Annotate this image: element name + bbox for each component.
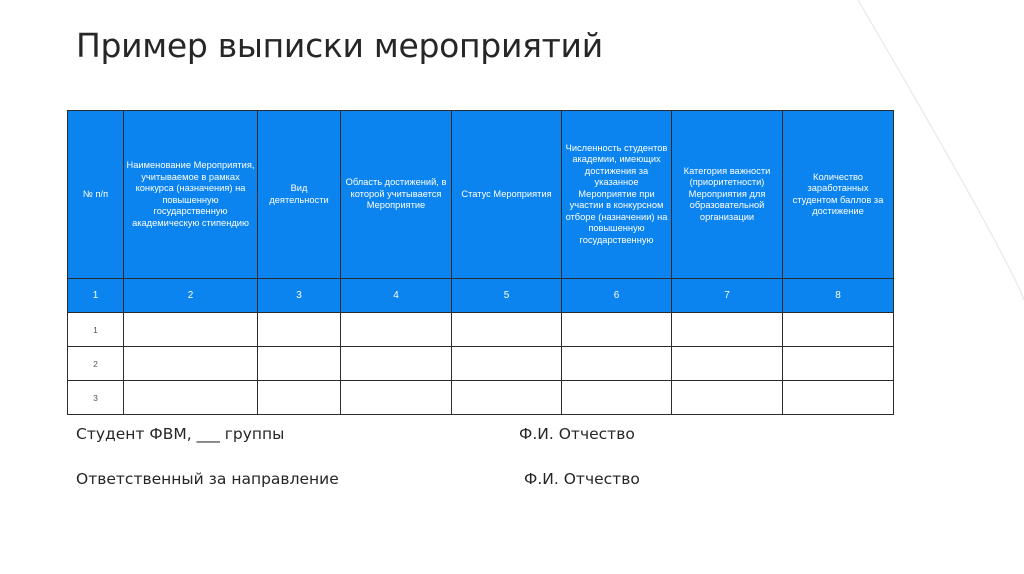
header-cell-importance-category: Категория важности (приоритетности) Мероприятия для образовательной организации [672,111,783,279]
header-cell-event-name: Наименование Мероприятия, учитываемое в рамках конкурса (назначения) на повышенную государственную академическую стипендию [124,111,258,279]
table-cell[interactable] [124,313,258,347]
table-cell[interactable] [452,347,562,381]
column-number-cell: 2 [124,279,258,313]
table-cell[interactable] [124,381,258,415]
column-number-cell: 6 [562,279,672,313]
row-index-cell: 3 [68,381,124,415]
header-cell-points: Количество заработанных студентом баллов за достижение [783,111,894,279]
table-cell[interactable] [672,347,783,381]
header-cell-student-count: Численность студентов академии, имеющих достижения за указанное Мероприятие при участии в конкурсном отборе (назначении) на повышенную государственную [562,111,672,279]
table-cell[interactable] [672,313,783,347]
table-cell[interactable] [562,381,672,415]
table-cell[interactable] [341,313,452,347]
header-cell-number: № п/п [68,111,124,279]
student-signature-label: Студент ФВМ, ___ группы [76,425,285,443]
responsible-name-placeholder: Ф.И. Отчество [524,470,640,488]
header-cell-achievement-area: Область достижений, в которой учитывается Мероприятие [341,111,452,279]
table-cell[interactable] [258,347,341,381]
column-number-row [68,279,894,313]
column-number-cell: 5 [452,279,562,313]
table-cell[interactable] [341,381,452,415]
header-cell-activity-type: Вид деятельности [258,111,341,279]
page-title: Пример выписки мероприятий [76,26,603,65]
row-index-cell: 2 [68,347,124,381]
table-row [68,313,894,347]
table-row [68,381,894,415]
row-index-cell: 1 [68,313,124,347]
header-cell-event-status: Статус Мероприятия [452,111,562,279]
table-cell[interactable] [258,381,341,415]
table-cell[interactable] [562,313,672,347]
table-cell[interactable] [562,347,672,381]
table-cell[interactable] [783,381,894,415]
column-number-cell: 7 [672,279,783,313]
table-cell[interactable] [452,313,562,347]
student-name-placeholder: Ф.И. Отчество [519,425,635,443]
responsible-signature-label: Ответственный за направление [76,470,339,488]
column-number-cell: 4 [341,279,452,313]
table-cell[interactable] [124,347,258,381]
column-number-cell: 1 [68,279,124,313]
table-row [68,347,894,381]
column-number-cell: 8 [783,279,894,313]
column-number-cell: 3 [258,279,341,313]
table-cell[interactable] [783,313,894,347]
events-table [67,110,894,415]
table-cell[interactable] [783,347,894,381]
table-cell[interactable] [672,381,783,415]
table-cell[interactable] [341,347,452,381]
table-cell[interactable] [452,381,562,415]
table-header-row [68,111,894,279]
table-cell[interactable] [258,313,341,347]
